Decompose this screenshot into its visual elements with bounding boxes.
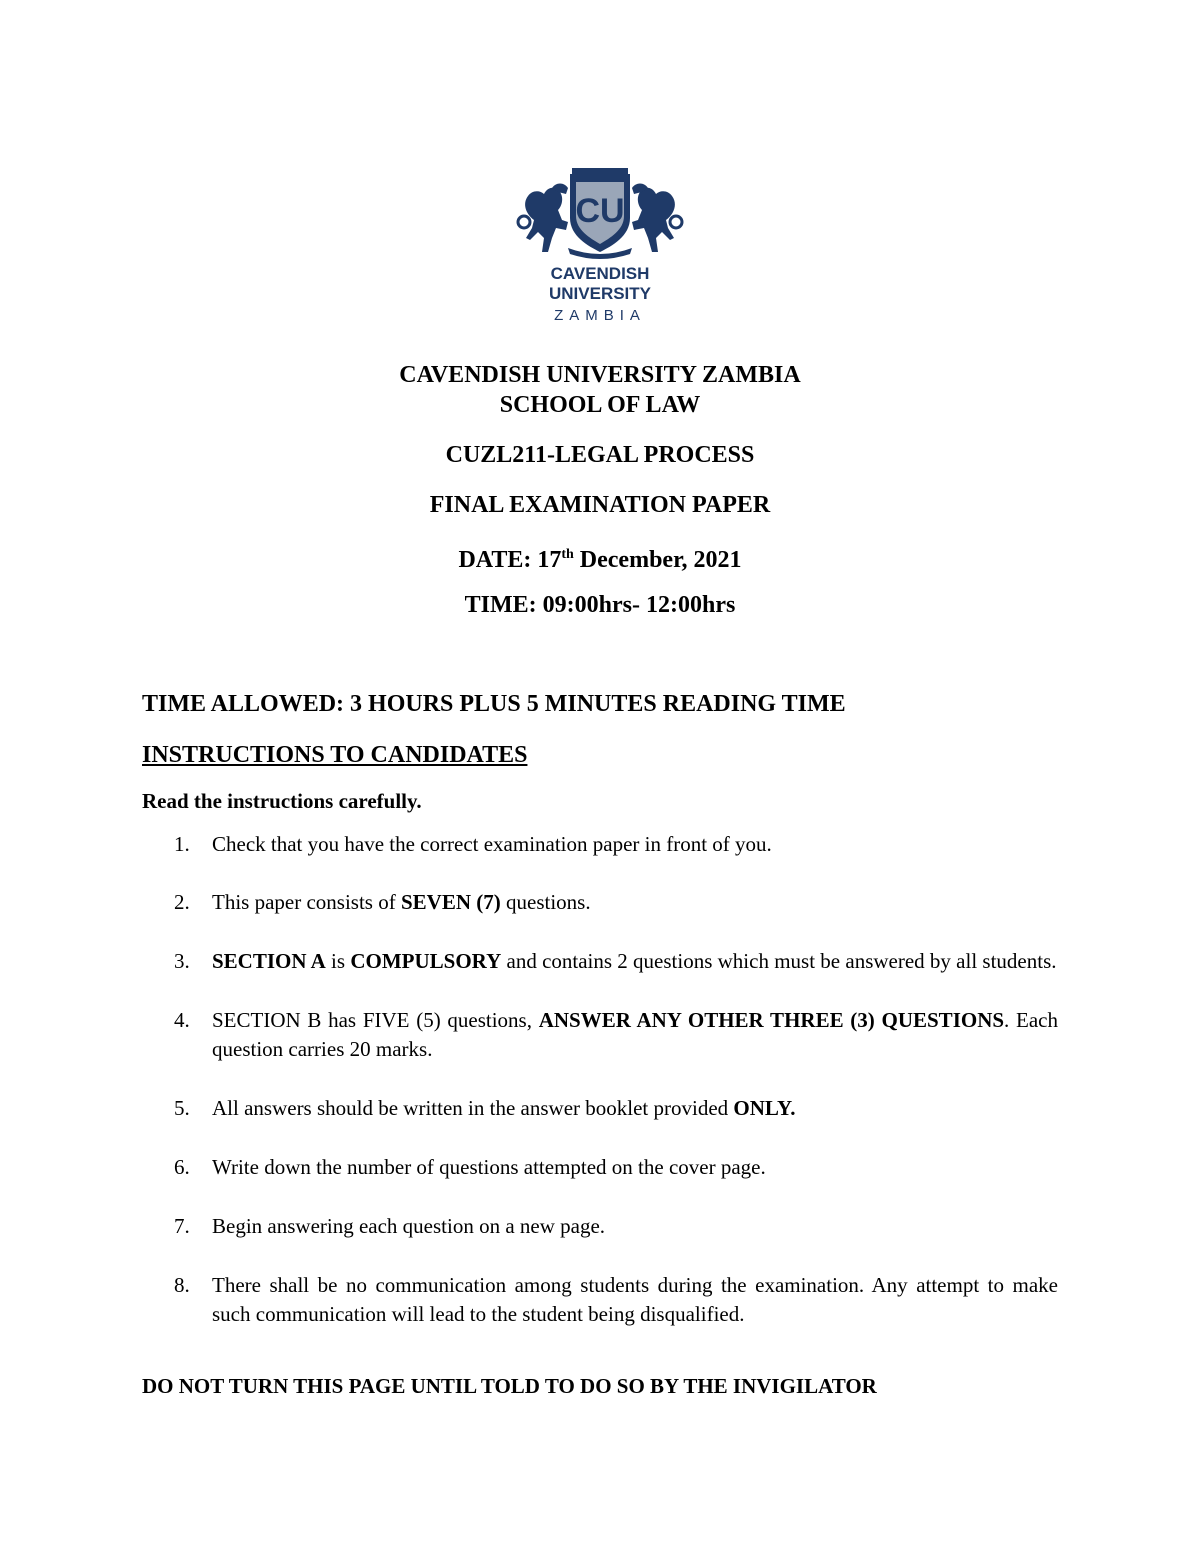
instructions-heading: INSTRUCTIONS TO CANDIDATES — [142, 742, 528, 768]
university-name: CAVENDISH UNIVERSITY ZAMBIA — [399, 362, 801, 388]
instruction-text: . Each question carries 20 marks. — [212, 1008, 1058, 1061]
instruction-text: All answers should be written in the answer booklet provided — [212, 1096, 734, 1120]
instruction-item — [142, 1006, 1058, 1064]
school-name: SCHOOL OF LAW — [499, 392, 701, 418]
instruction-text: and contains 2 questions which must be answered by all students. — [501, 949, 1057, 973]
footer-notice: DO NOT TURN THIS PAGE UNTIL TOLD TO DO SO BY THE INVIGILATOR — [142, 1374, 877, 1398]
instruction-number: 3. — [174, 949, 190, 973]
instruction-bold: SECTION A — [212, 949, 326, 973]
logo-line-3: ZAMBIA — [554, 307, 646, 324]
instruction-number: 1. — [174, 832, 190, 856]
paper-title: FINAL EXAMINATION PAPER — [429, 492, 771, 518]
instruction-number: 2. — [174, 890, 190, 914]
instruction-bold: SEVEN (7) — [400, 890, 501, 914]
instructions-list — [142, 830, 1058, 1329]
instruction-item — [142, 830, 1058, 859]
instruction-number: 7. — [174, 1214, 190, 1238]
instruction-bold: ONLY. — [733, 1096, 796, 1120]
exam-date — [0, 540, 1200, 575]
instruction-bold: ANSWER ANY OTHER THREE (3) QUESTIONS — [538, 1008, 1005, 1032]
date-superscript: th — [561, 547, 574, 562]
university-crest-icon — [512, 160, 688, 260]
crest-monogram: CU — [575, 192, 625, 230]
exam-time: TIME: 09:00hrs- 12:00hrs — [464, 592, 736, 618]
read-carefully-note: Read the instructions carefully. — [142, 789, 422, 813]
time-allowed: TIME ALLOWED: 3 HOURS PLUS 5 MINUTES READING TIME — [142, 691, 846, 717]
instruction-number: 6. — [174, 1155, 190, 1179]
course-title: CUZL211-LEGAL PROCESS — [445, 442, 755, 468]
logo-line-2: UNIVERSITY — [548, 284, 652, 303]
date-prefix: DATE: 17 — [458, 547, 562, 573]
instruction-text: This paper consists of — [212, 890, 401, 914]
instruction-number: 8. — [174, 1273, 190, 1297]
instruction-bold: COMPULSORY — [350, 949, 502, 973]
logo-line-1: CAVENDISH — [550, 264, 650, 283]
instruction-item — [142, 888, 1058, 917]
date-suffix: December, 2021 — [573, 547, 742, 573]
instruction-item — [142, 1153, 1058, 1182]
instruction-text: is — [325, 949, 351, 973]
instruction-item — [142, 1271, 1058, 1329]
instruction-number: 4. — [174, 1008, 190, 1032]
instruction-text: questions. — [500, 890, 591, 914]
instruction-item — [142, 1094, 1058, 1123]
instruction-item — [142, 947, 1058, 976]
university-logo — [512, 160, 688, 332]
instruction-text: SECTION B has FIVE (5) questions, — [212, 1008, 539, 1032]
instruction-text: There shall be no communication among students during the examination. Any attempt to make such communication will lead to the student being disqualified. — [212, 1273, 1058, 1326]
instruction-number: 5. — [174, 1096, 190, 1120]
instruction-item — [142, 1212, 1058, 1241]
instruction-text: Check that you have the correct examination paper in front of you. — [212, 832, 772, 856]
instruction-text: Write down the number of questions attempted on the cover page. — [212, 1155, 766, 1179]
instruction-text: Begin answering each question on a new page. — [212, 1214, 606, 1238]
